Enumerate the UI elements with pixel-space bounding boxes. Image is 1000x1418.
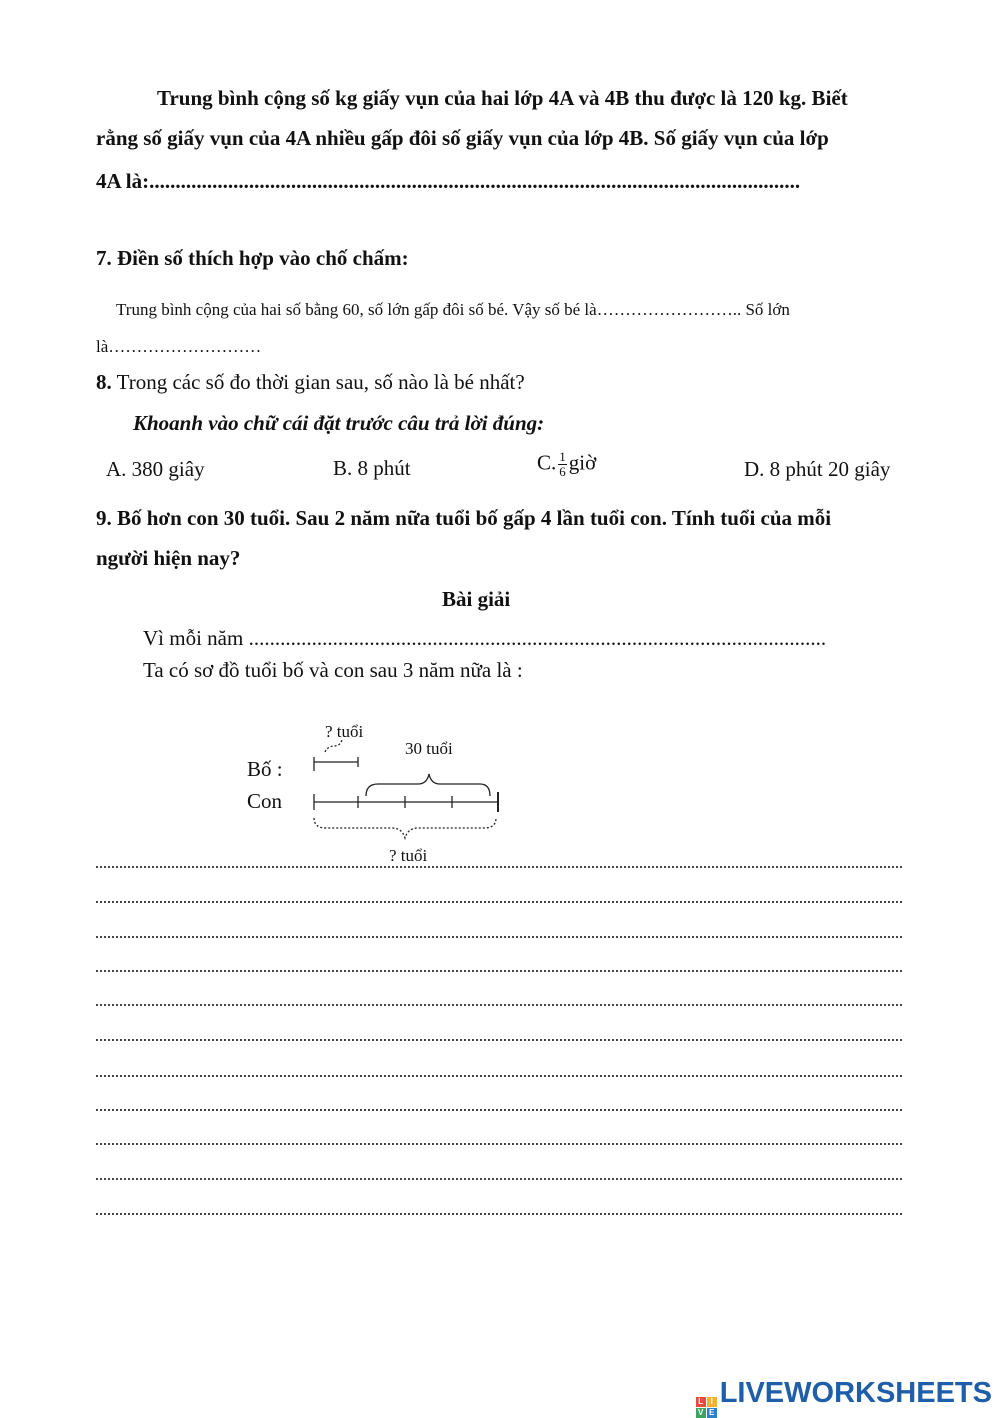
q8-question — [96, 370, 525, 395]
q6-line-2: rằng số giấy vụn của 4A nhiều gấp đôi số giấy vụn của lớp 4B. Số giấy vụn của lớp — [96, 126, 829, 150]
diagram-label-child: Con — [247, 789, 283, 813]
q8-option-c[interactable] — [537, 450, 596, 479]
fraction-denominator: 6 — [559, 464, 566, 479]
q7-heading: 7. Điền số thích hợp vào chố chấm: — [96, 246, 409, 270]
diagram-label-father-part: ? tuổi — [325, 722, 364, 741]
answer-line-8[interactable] — [96, 1109, 902, 1111]
answer-line-7[interactable] — [96, 1075, 902, 1077]
q7-line-2[interactable]: là……………………… — [96, 337, 262, 356]
q8-number: 8. — [96, 370, 112, 394]
fraction-numerator: 1 — [559, 449, 566, 464]
answer-line-11[interactable] — [96, 1213, 902, 1215]
diagram-label-total: ? tuổi — [389, 846, 428, 865]
solution-title: Bài giải — [442, 587, 511, 611]
q6-answer-line[interactable]: 4A là:............................................................................................................................ — [96, 169, 801, 193]
answer-line-9[interactable] — [96, 1143, 902, 1145]
solution-line-ta-co: Ta có sơ đồ tuổi bố và con sau 3 năm nữa là : — [143, 658, 523, 682]
logo-badge-cell: V — [696, 1408, 706, 1418]
father-dotted-brace — [325, 740, 342, 752]
q8-option-c-suffix: giờ — [568, 450, 597, 475]
segment-diagram — [300, 740, 520, 845]
q8-option-c-prefix: C. — [537, 450, 557, 475]
q8-question-text: Trong các số đo thời gian sau, số nào là bé nhất? — [111, 370, 525, 394]
total-dotted-brace — [314, 818, 496, 838]
q8-option-a[interactable]: A. 380 giây — [106, 457, 205, 481]
q8-instruction: Khoanh vào chữ cái đặt trước câu trả lời đúng: — [133, 411, 545, 435]
logo-text: LIVEWORKSHEETS — [719, 1377, 992, 1409]
answer-line-5[interactable] — [96, 1004, 902, 1006]
q8-option-b[interactable]: B. 8 phút — [333, 456, 411, 480]
q9-line-1: 9. Bố hơn con 30 tuổi. Sau 2 năm nữa tuổi bố gấp 4 lần tuổi con. Tính tuổi của mỗi — [96, 506, 832, 530]
answer-line-6[interactable] — [96, 1039, 902, 1041]
answer-line-2[interactable] — [96, 901, 902, 903]
logo-badge-icon — [696, 1397, 717, 1418]
difference-brace — [366, 774, 490, 796]
answer-line-4[interactable] — [96, 970, 902, 972]
logo-badge-cell: L — [696, 1397, 706, 1407]
q6-line-1: Trung bình cộng số kg giấy vụn của hai lớp 4A và 4B thu được là 120 kg. Biết — [157, 86, 848, 110]
q7-line-1[interactable]: Trung bình cộng của hai số bằng 60, số lớn gấp đôi số bé. Vậy số bé là…………………….. Số lớn — [116, 300, 790, 319]
logo-badge-cell: E — [707, 1408, 717, 1418]
answer-line-3[interactable] — [96, 936, 902, 938]
fraction — [558, 450, 567, 479]
q8-option-d[interactable]: D. 8 phút 20 giây — [744, 457, 891, 481]
solution-line-vi-moi-nam[interactable]: Vì mỗi năm .............................................................................................................. — [143, 626, 827, 650]
answer-line-1[interactable] — [96, 866, 902, 868]
logo-badge-cell: I — [707, 1397, 717, 1407]
diagram-label-father: Bố : — [247, 757, 283, 781]
answer-line-10[interactable] — [96, 1178, 902, 1180]
q9-line-2: người hiện nay? — [96, 546, 241, 570]
liveworksheets-logo — [696, 1377, 992, 1418]
diagram-label-difference: 30 tuổi — [405, 739, 453, 758]
